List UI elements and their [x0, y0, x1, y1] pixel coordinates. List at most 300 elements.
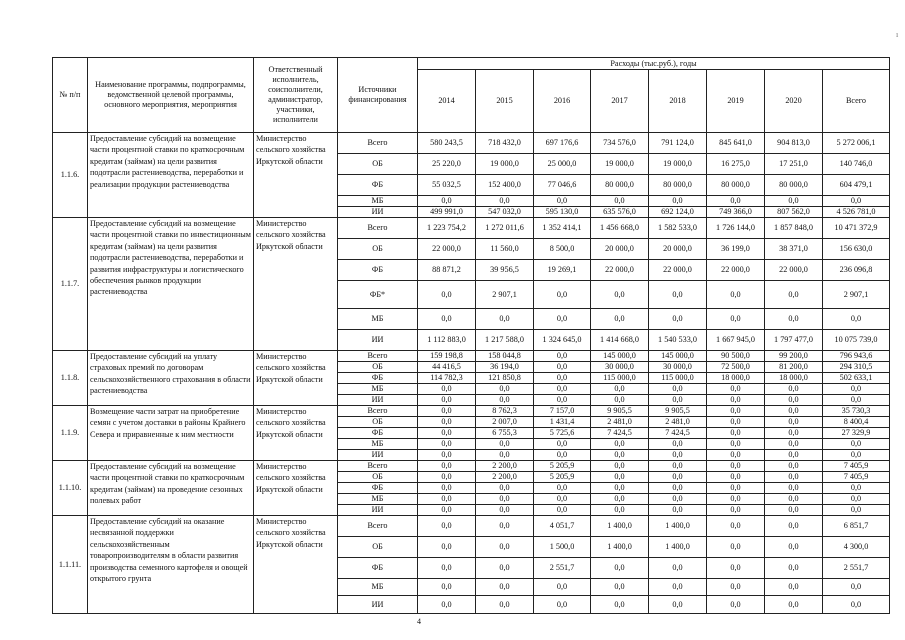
year-value-cell: 11 560,0 [476, 239, 534, 260]
total-cell: 4 526 781,0 [823, 207, 890, 218]
year-value-cell: 0,0 [707, 406, 765, 417]
funding-source: ФБ [338, 428, 418, 439]
col-header-name: Наименование программы, подпрограммы, ведомственной целевой программы, основного мероприятия, мероприятия [88, 58, 254, 133]
year-value-cell: 2 200,0 [476, 472, 534, 483]
total-cell: 35 730,3 [823, 406, 890, 417]
year-header: 2018 [649, 70, 707, 133]
year-value-cell: 145 000,0 [591, 351, 649, 362]
year-value-cell: 1 797 477,0 [765, 330, 823, 351]
edge-mark: ı [896, 30, 899, 39]
year-value-cell: 0,0 [591, 281, 649, 309]
year-value-cell: 547 032,0 [476, 207, 534, 218]
year-value-cell: 2 481,0 [649, 417, 707, 428]
year-value-cell: 115 000,0 [649, 373, 707, 384]
year-value-cell: 9 905,5 [591, 406, 649, 417]
funding-source: МБ [338, 384, 418, 395]
year-value-cell: 807 562,0 [765, 207, 823, 218]
year-value-cell: 0,0 [534, 384, 591, 395]
year-value-cell: 9 905,5 [649, 406, 707, 417]
funding-source: МБ [338, 439, 418, 450]
funding-source: ФБ [338, 483, 418, 494]
year-value-cell: 0,0 [649, 196, 707, 207]
year-value-cell: 0,0 [765, 450, 823, 461]
table-row [53, 351, 890, 362]
funding-source: Всего [338, 516, 418, 537]
row-number: 1.1.8. [53, 351, 88, 406]
year-value-cell: 2 007,0 [476, 417, 534, 428]
year-value-cell: 0,0 [649, 596, 707, 614]
year-value-cell: 595 130,0 [534, 207, 591, 218]
year-value-cell: 7 157,0 [534, 406, 591, 417]
year-value-cell: 8 500,0 [534, 239, 591, 260]
total-cell: 0,0 [823, 505, 890, 516]
year-value-cell: 0,0 [418, 579, 476, 596]
total-cell: 2 551,7 [823, 558, 890, 579]
year-value-cell: 22 000,0 [418, 239, 476, 260]
year-value-cell: 0,0 [649, 461, 707, 472]
funding-source: ОБ [338, 362, 418, 373]
year-value-cell: 0,0 [534, 196, 591, 207]
year-value-cell: 0,0 [534, 395, 591, 406]
year-value-cell: 0,0 [707, 439, 765, 450]
year-value-cell: 0,0 [649, 281, 707, 309]
year-value-cell: 115 000,0 [591, 373, 649, 384]
total-cell: 7 405,9 [823, 461, 890, 472]
year-value-cell: 904 813,0 [765, 133, 823, 154]
year-value-cell: 635 576,0 [591, 207, 649, 218]
year-value-cell: 0,0 [418, 406, 476, 417]
year-value-cell: 0,0 [418, 384, 476, 395]
year-value-cell: 749 366,0 [707, 207, 765, 218]
year-value-cell: 0,0 [591, 450, 649, 461]
year-value-cell: 0,0 [476, 483, 534, 494]
year-value-cell: 0,0 [707, 384, 765, 395]
year-value-cell: 0,0 [649, 450, 707, 461]
total-cell: 0,0 [823, 384, 890, 395]
year-value-cell: 0,0 [418, 196, 476, 207]
year-value-cell: 0,0 [765, 439, 823, 450]
year-value-cell: 734 576,0 [591, 133, 649, 154]
total-cell: 0,0 [823, 439, 890, 450]
year-value-cell: 19 000,0 [649, 154, 707, 175]
total-cell: 10 471 372,9 [823, 218, 890, 239]
year-value-cell: 2 200,0 [476, 461, 534, 472]
year-value-cell: 88 871,2 [418, 260, 476, 281]
year-value-cell: 19 000,0 [476, 154, 534, 175]
year-value-cell: 0,0 [765, 483, 823, 494]
year-value-cell: 0,0 [707, 579, 765, 596]
table-row [53, 133, 890, 154]
total-cell: 0,0 [823, 596, 890, 614]
year-value-cell: 718 432,0 [476, 133, 534, 154]
year-value-cell: 72 500,0 [707, 362, 765, 373]
year-value-cell: 22 000,0 [591, 260, 649, 281]
year-value-cell: 0,0 [707, 596, 765, 614]
row-number: 1.1.6. [53, 133, 88, 218]
year-value-cell: 0,0 [476, 384, 534, 395]
year-value-cell: 0,0 [534, 483, 591, 494]
year-value-cell: 44 416,5 [418, 362, 476, 373]
year-value-cell: 1 540 533,0 [649, 330, 707, 351]
header-row [53, 58, 890, 70]
year-value-cell: 159 198,8 [418, 351, 476, 362]
year-value-cell: 0,0 [418, 537, 476, 558]
year-value-cell: 0,0 [649, 579, 707, 596]
year-value-cell: 0,0 [534, 505, 591, 516]
total-cell: 502 633,1 [823, 373, 890, 384]
funding-source: МБ [338, 579, 418, 596]
table-row [53, 461, 890, 472]
year-value-cell: 0,0 [765, 558, 823, 579]
year-value-cell: 1 217 588,0 [476, 330, 534, 351]
year-value-cell: 0,0 [765, 309, 823, 330]
year-value-cell: 114 782,3 [418, 373, 476, 384]
year-value-cell: 0,0 [418, 417, 476, 428]
year-value-cell: 0,0 [765, 494, 823, 505]
responsible-executor: Министерство сельского хозяйства Иркутской области [254, 516, 338, 614]
total-cell: 0,0 [823, 450, 890, 461]
year-value-cell: 0,0 [591, 596, 649, 614]
year-value-cell: 0,0 [418, 461, 476, 472]
year-value-cell: 1 400,0 [649, 516, 707, 537]
year-value-cell: 0,0 [649, 483, 707, 494]
year-value-cell: 0,0 [418, 450, 476, 461]
year-value-cell: 5 205,9 [534, 461, 591, 472]
year-value-cell: 8 762,3 [476, 406, 534, 417]
year-value-cell: 0,0 [707, 558, 765, 579]
year-value-cell: 499 991,0 [418, 207, 476, 218]
row-number: 1.1.7. [53, 218, 88, 351]
total-cell: 2 907,1 [823, 281, 890, 309]
year-value-cell: 0,0 [591, 579, 649, 596]
year-header: 2019 [707, 70, 765, 133]
funding-source: ИИ [338, 330, 418, 351]
funding-source: Всего [338, 406, 418, 417]
funding-source: Всего [338, 461, 418, 472]
year-value-cell: 0,0 [534, 281, 591, 309]
table-row [53, 516, 890, 537]
year-value-cell: 2 481,0 [591, 417, 649, 428]
year-value-cell: 1 431,4 [534, 417, 591, 428]
year-value-cell: 77 046,6 [534, 175, 591, 196]
year-value-cell: 152 400,0 [476, 175, 534, 196]
year-header: 2015 [476, 70, 534, 133]
year-value-cell: 0,0 [476, 494, 534, 505]
year-value-cell: 17 251,0 [765, 154, 823, 175]
year-value-cell: 0,0 [765, 406, 823, 417]
year-value-cell: 38 371,0 [765, 239, 823, 260]
year-value-cell: 0,0 [649, 558, 707, 579]
year-value-cell: 0,0 [707, 494, 765, 505]
year-value-cell: 0,0 [534, 450, 591, 461]
year-value-cell: 791 124,0 [649, 133, 707, 154]
year-value-cell: 30 000,0 [649, 362, 707, 373]
year-value-cell: 0,0 [765, 196, 823, 207]
year-value-cell: 0,0 [591, 505, 649, 516]
year-value-cell: 580 243,5 [418, 133, 476, 154]
year-value-cell: 0,0 [649, 439, 707, 450]
year-value-cell: 2 551,7 [534, 558, 591, 579]
year-value-cell: 55 032,5 [418, 175, 476, 196]
funding-source: ИИ [338, 395, 418, 406]
total-cell: 796 943,6 [823, 351, 890, 362]
total-cell: 7 405,9 [823, 472, 890, 483]
year-value-cell: 1 726 144,0 [707, 218, 765, 239]
year-value-cell: 0,0 [418, 505, 476, 516]
year-value-cell: 25 220,0 [418, 154, 476, 175]
year-value-cell: 0,0 [476, 309, 534, 330]
row-number: 1.1.9. [53, 406, 88, 461]
year-value-cell: 36 194,0 [476, 362, 534, 373]
funding-source: ОБ [338, 472, 418, 483]
year-value-cell: 1 414 668,0 [591, 330, 649, 351]
year-value-cell: 0,0 [418, 428, 476, 439]
year-value-cell: 0,0 [418, 281, 476, 309]
year-value-cell: 5 725,6 [534, 428, 591, 439]
year-value-cell: 0,0 [591, 483, 649, 494]
year-value-cell: 0,0 [476, 596, 534, 614]
year-value-cell: 1 272 011,6 [476, 218, 534, 239]
year-value-cell: 0,0 [476, 537, 534, 558]
year-value-cell: 22 000,0 [707, 260, 765, 281]
year-header: 2016 [534, 70, 591, 133]
total-cell: 0,0 [823, 579, 890, 596]
year-value-cell: 145 000,0 [649, 351, 707, 362]
year-value-cell: 80 000,0 [591, 175, 649, 196]
year-value-cell: 80 000,0 [765, 175, 823, 196]
year-value-cell: 0,0 [765, 281, 823, 309]
year-value-cell: 1 582 533,0 [649, 218, 707, 239]
year-value-cell: 0,0 [418, 395, 476, 406]
year-value-cell: 7 424,5 [591, 428, 649, 439]
col-header-number: № п/п [53, 58, 88, 133]
col-header-responsible: Ответственный исполнитель, соисполнители, администратор, участники, исполнители [254, 58, 338, 133]
total-cell: 0,0 [823, 483, 890, 494]
year-value-cell: 0,0 [707, 472, 765, 483]
total-cell: 27 329,9 [823, 428, 890, 439]
year-value-cell: 0,0 [476, 196, 534, 207]
table-row [53, 218, 890, 239]
year-value-cell: 0,0 [591, 395, 649, 406]
row-number: 1.1.10. [53, 461, 88, 516]
year-value-cell: 36 199,0 [707, 239, 765, 260]
year-value-cell: 0,0 [476, 505, 534, 516]
year-value-cell: 0,0 [591, 309, 649, 330]
year-value-cell: 2 907,1 [476, 281, 534, 309]
total-cell: 156 630,0 [823, 239, 890, 260]
year-value-cell: 18 000,0 [765, 373, 823, 384]
year-value-cell: 7 424,5 [649, 428, 707, 439]
year-value-cell: 0,0 [707, 505, 765, 516]
program-name: Предоставление субсидий на оказание несвязанной поддержки сельскохозяйственным товаропроизводителям в области развития производства семенного картофеля и овощей открытого грунта [88, 516, 254, 614]
total-cell: 0,0 [823, 196, 890, 207]
year-value-cell: 20 000,0 [591, 239, 649, 260]
responsible-executor: Министерство сельского хозяйства Иркутской области [254, 406, 338, 461]
year-value-cell: 80 000,0 [707, 175, 765, 196]
year-value-cell: 0,0 [418, 494, 476, 505]
year-value-cell: 99 200,0 [765, 351, 823, 362]
year-value-cell: 0,0 [534, 579, 591, 596]
table-row [53, 406, 890, 417]
year-value-cell: 0,0 [707, 309, 765, 330]
year-value-cell: 0,0 [649, 309, 707, 330]
year-value-cell: 0,0 [591, 461, 649, 472]
funding-source: ФБ [338, 373, 418, 384]
year-value-cell: 0,0 [649, 472, 707, 483]
year-value-cell: 5 205,9 [534, 472, 591, 483]
total-header: Всего [823, 70, 890, 133]
year-value-cell: 0,0 [707, 450, 765, 461]
total-cell: 5 272 006,1 [823, 133, 890, 154]
year-value-cell: 158 044,8 [476, 351, 534, 362]
responsible-executor: Министерство сельского хозяйства Иркутской области [254, 218, 338, 351]
year-value-cell: 121 850,8 [476, 373, 534, 384]
year-value-cell: 0,0 [418, 472, 476, 483]
year-value-cell: 0,0 [418, 309, 476, 330]
year-value-cell: 0,0 [707, 395, 765, 406]
funding-source: ФБ* [338, 281, 418, 309]
year-header: 2014 [418, 70, 476, 133]
year-value-cell: 1 400,0 [591, 516, 649, 537]
total-cell: 8 400,4 [823, 417, 890, 428]
year-value-cell: 0,0 [476, 579, 534, 596]
year-value-cell: 0,0 [765, 516, 823, 537]
funding-source: ИИ [338, 450, 418, 461]
program-name: Предоставление субсидий на возмещение части процентной ставки по краткосрочным кредитам (займам) на цели развития подотрасли растениеводства, переработки и реализации продукции растениеводства [88, 133, 254, 218]
funding-source: МБ [338, 494, 418, 505]
funding-source: ИИ [338, 596, 418, 614]
year-value-cell: 0,0 [591, 472, 649, 483]
year-value-cell: 0,0 [591, 384, 649, 395]
year-value-cell: 0,0 [707, 537, 765, 558]
year-value-cell: 0,0 [534, 439, 591, 450]
year-value-cell: 0,0 [534, 309, 591, 330]
year-value-cell: 22 000,0 [649, 260, 707, 281]
year-value-cell: 0,0 [765, 505, 823, 516]
funding-source: ОБ [338, 239, 418, 260]
year-value-cell: 81 200,0 [765, 362, 823, 373]
year-value-cell: 22 000,0 [765, 260, 823, 281]
year-value-cell: 39 956,5 [476, 260, 534, 281]
funding-source: ОБ [338, 154, 418, 175]
program-name: Предоставление субсидий на возмещение части процентной ставки по инвестиционным кредитам (займам) на цели развития подотрасли растениеводства, переработки и развития инфраструктуры и логистического обеспечения рынков продукции растениеводства [88, 218, 254, 351]
year-value-cell: 0,0 [649, 505, 707, 516]
year-value-cell: 0,0 [707, 281, 765, 309]
budget-table [52, 57, 890, 614]
total-cell: 0,0 [823, 494, 890, 505]
year-value-cell: 0,0 [591, 494, 649, 505]
total-cell: 140 746,0 [823, 154, 890, 175]
year-value-cell: 0,0 [765, 395, 823, 406]
year-value-cell: 19 269,1 [534, 260, 591, 281]
year-value-cell: 1 352 414,1 [534, 218, 591, 239]
year-value-cell: 0,0 [418, 596, 476, 614]
year-value-cell: 0,0 [476, 450, 534, 461]
funding-source: ОБ [338, 537, 418, 558]
year-value-cell: 0,0 [418, 558, 476, 579]
year-value-cell: 0,0 [765, 384, 823, 395]
year-value-cell: 25 000,0 [534, 154, 591, 175]
funding-source: Всего [338, 133, 418, 154]
year-value-cell: 1 857 848,0 [765, 218, 823, 239]
funding-source: МБ [338, 196, 418, 207]
year-value-cell: 0,0 [418, 516, 476, 537]
funding-source: ОБ [338, 417, 418, 428]
year-value-cell: 1 112 883,0 [418, 330, 476, 351]
year-value-cell: 6 755,3 [476, 428, 534, 439]
year-value-cell: 1 667 945,0 [707, 330, 765, 351]
year-value-cell: 0,0 [418, 483, 476, 494]
col-header-source: Источники финансирования [338, 58, 418, 133]
year-value-cell: 1 400,0 [649, 537, 707, 558]
year-value-cell: 0,0 [765, 596, 823, 614]
funding-source: ФБ [338, 175, 418, 196]
funding-source: ИИ [338, 207, 418, 218]
year-value-cell: 0,0 [765, 417, 823, 428]
total-cell: 4 300,0 [823, 537, 890, 558]
year-value-cell: 16 275,0 [707, 154, 765, 175]
year-value-cell: 0,0 [707, 428, 765, 439]
year-value-cell: 0,0 [418, 439, 476, 450]
year-value-cell: 30 000,0 [591, 362, 649, 373]
year-value-cell: 0,0 [534, 351, 591, 362]
year-value-cell: 80 000,0 [649, 175, 707, 196]
program-name: Предоставление субсидий на возмещение части процентной ставки по краткосрочным кредитам (займам) на проведение сезонных полевых работ [88, 461, 254, 516]
year-value-cell: 692 124,0 [649, 207, 707, 218]
year-value-cell: 0,0 [591, 196, 649, 207]
year-value-cell: 4 051,7 [534, 516, 591, 537]
responsible-executor: Министерство сельского хозяйства Иркутской области [254, 133, 338, 218]
total-cell: 604 479,1 [823, 175, 890, 196]
year-value-cell: 0,0 [765, 428, 823, 439]
year-value-cell: 20 000,0 [649, 239, 707, 260]
year-value-cell: 0,0 [534, 596, 591, 614]
year-value-cell: 0,0 [476, 558, 534, 579]
funding-source: ИИ [338, 505, 418, 516]
funding-source: Всего [338, 218, 418, 239]
total-cell: 236 096,8 [823, 260, 890, 281]
year-value-cell: 0,0 [534, 373, 591, 384]
year-value-cell: 0,0 [707, 196, 765, 207]
total-cell: 294 310,5 [823, 362, 890, 373]
year-value-cell: 0,0 [707, 483, 765, 494]
year-value-cell: 0,0 [476, 439, 534, 450]
responsible-executor: Министерство сельского хозяйства Иркутской области [254, 461, 338, 516]
row-number: 1.1.11. [53, 516, 88, 614]
year-value-cell: 0,0 [765, 537, 823, 558]
year-value-cell: 0,0 [707, 417, 765, 428]
funding-source: МБ [338, 309, 418, 330]
year-value-cell: 0,0 [649, 395, 707, 406]
year-value-cell: 0,0 [591, 558, 649, 579]
year-value-cell: 0,0 [707, 461, 765, 472]
year-value-cell: 0,0 [534, 362, 591, 373]
year-header: 2017 [591, 70, 649, 133]
year-value-cell: 19 000,0 [591, 154, 649, 175]
year-value-cell: 1 400,0 [591, 537, 649, 558]
year-value-cell: 845 641,0 [707, 133, 765, 154]
table-body [53, 58, 890, 614]
program-name: Возмещение части затрат на приобретение семян с учетом доставки в районы Крайнего Севера и приравненные к ним местности [88, 406, 254, 461]
funding-source: Всего [338, 351, 418, 362]
year-value-cell: 1 500,0 [534, 537, 591, 558]
year-value-cell: 0,0 [591, 439, 649, 450]
year-value-cell: 0,0 [765, 461, 823, 472]
year-value-cell: 1 456 668,0 [591, 218, 649, 239]
year-value-cell: 1 324 645,0 [534, 330, 591, 351]
year-value-cell: 697 176,6 [534, 133, 591, 154]
col-header-expenses: Расходы (тыс.руб.), годы [418, 58, 890, 70]
